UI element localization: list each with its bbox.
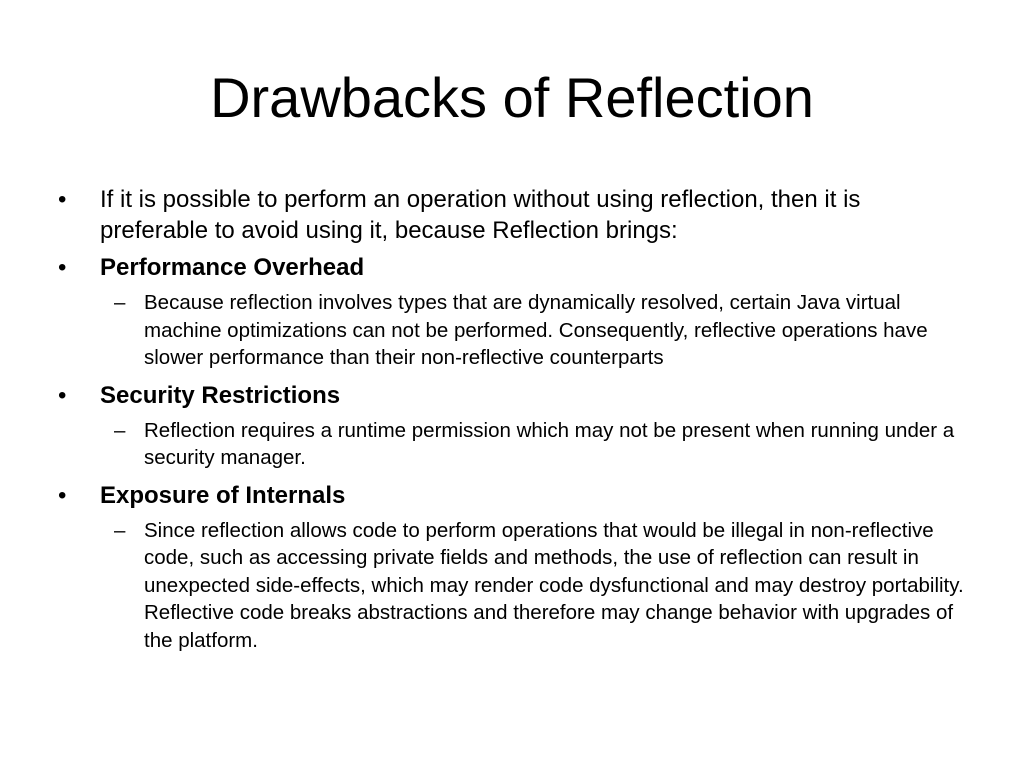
sub-bullet-text: Because reflection involves types that are dynamically resolved, certain Java virtual machine optimizations can not be performed. Consequently, reflective operations have slower performance than their non-reflective counterparts [144, 291, 928, 369]
bullet-text: If it is possible to perform an operation without using reflection, then it is preferable to avoid using it, because Reflection brings: [100, 186, 861, 244]
dash-marker: – [114, 518, 126, 542]
bullet-marker: • [58, 186, 67, 213]
sub-bullet-performance [58, 289, 970, 372]
sub-bullet-exposure [58, 517, 970, 655]
slide-title: Drawbacks of Reflection [210, 66, 814, 129]
bullet-heading: Performance Overhead [100, 254, 365, 281]
bullet-marker: • [58, 481, 67, 509]
bullet-marker: • [58, 254, 67, 281]
dash-marker: – [114, 291, 126, 314]
bullet-marker: • [58, 381, 67, 409]
bullet-exposure-of-internals [58, 480, 970, 511]
sub-bullet-text: Reflection requires a runtime permission which may not be present when running under a security manager. [144, 418, 955, 469]
dash-marker: – [114, 418, 126, 442]
bullet-heading: Security Restrictions [100, 381, 341, 409]
sub-bullet-security [58, 417, 970, 472]
bullet-heading: Exposure of Internals [100, 481, 346, 509]
bullet-security-restrictions [58, 380, 970, 411]
sub-bullet-text: Since reflection allows code to perform operations that would be illegal in non-reflective code, such as accessing private fields and methods, the use of reflection can result in unexpected side-effects, which may render code dysfunctional and may destroy portability. Reflective code breaks abstractions and therefore may change behavior with upgrades of the platform. [144, 518, 964, 652]
bullet-performance-overhead [58, 252, 970, 283]
bullet-list [58, 184, 970, 662]
bullet-intro [58, 184, 970, 246]
